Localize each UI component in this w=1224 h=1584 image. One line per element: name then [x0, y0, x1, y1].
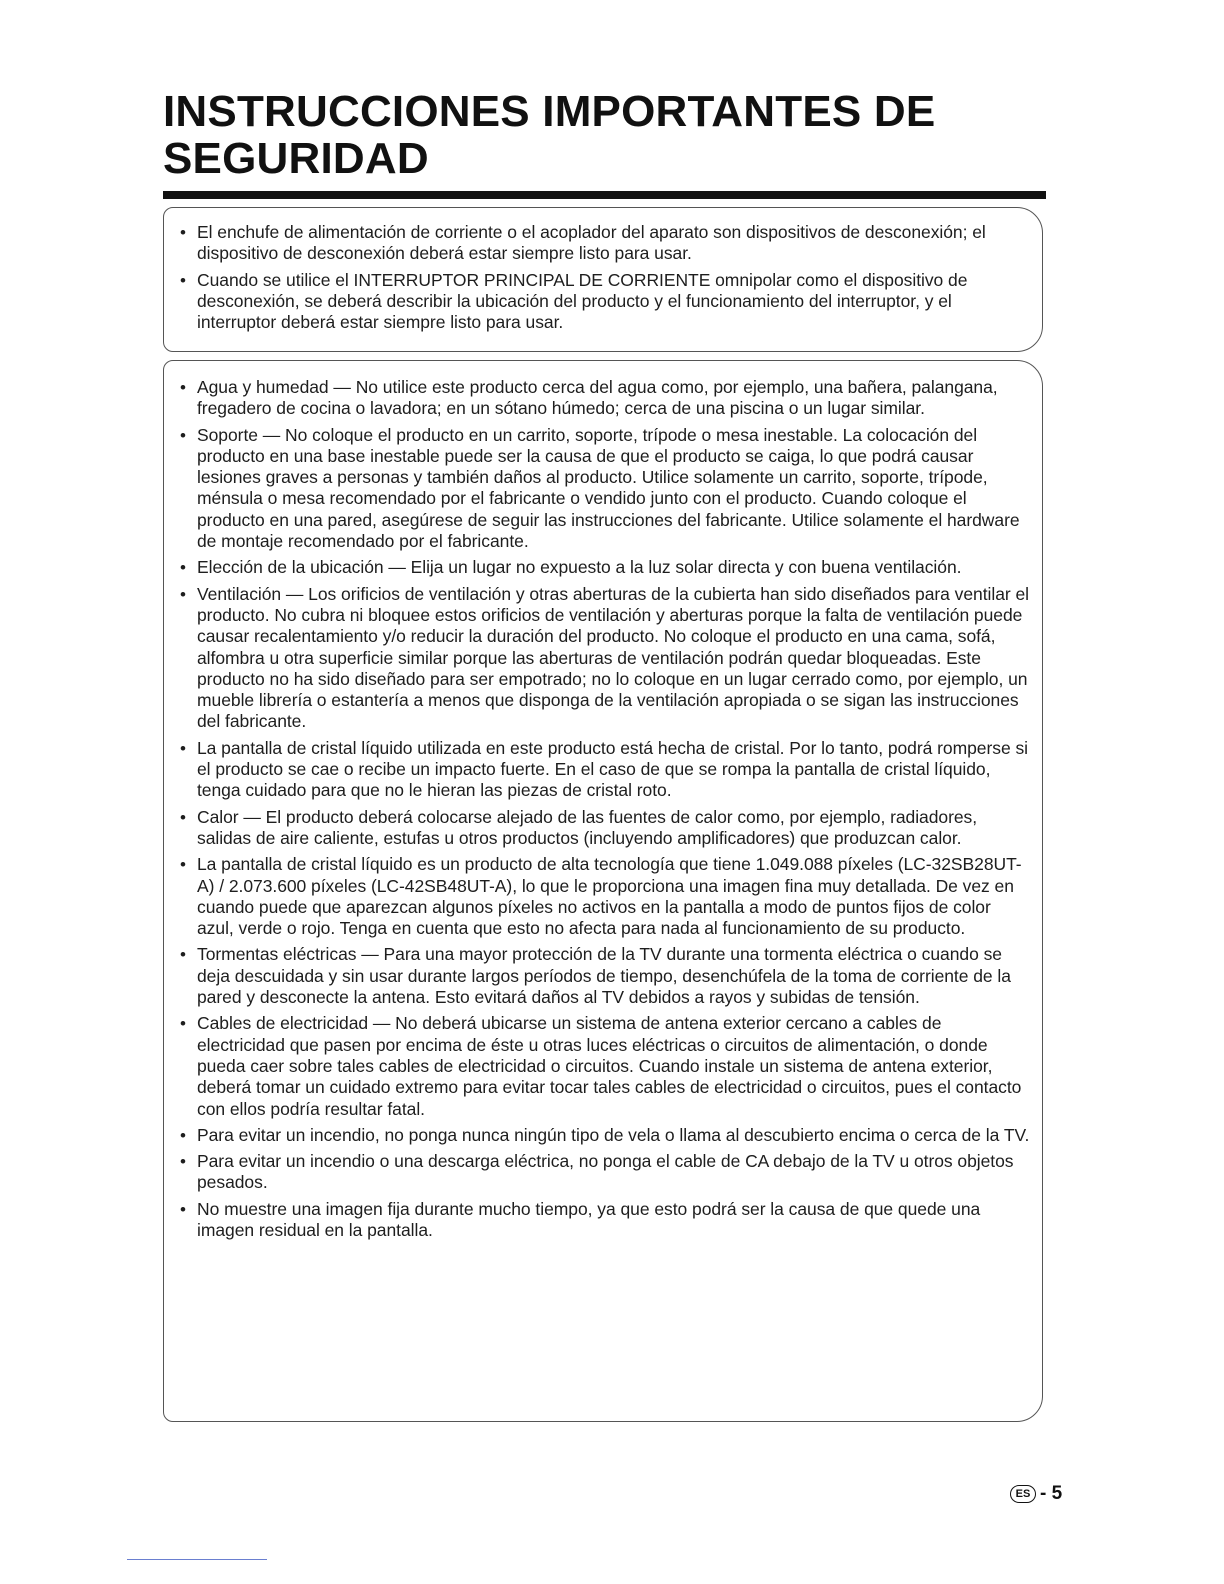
list-item: • La pantalla de cristal líquido utilizada en este producto está hecha de cristal. Por lo tanto, podrá romperse si el producto se cae o recibe un impacto fuerte. En el caso de que se rompa la pantalla de cristal líquido, tenga cuidado para que no le hieran las piezas de cristal roto. — [180, 738, 1032, 802]
safety-box-disconnect — [163, 207, 1043, 352]
list-item: • Soporte — No coloque el producto en un carrito, soporte, trípode o mesa inestable. La colocación del producto en una base inestable puede ser la causa de que el producto se caiga, lo que podrá causar lesiones graves a personas y también daños al producto. Utilice solamente un carrito, soporte, trípode, ménsula o mesa recomendado por el fabricante o vendido junto con el producto. Cuando coloque el producto en una pared, asegúrese de seguir las instrucciones del fabricante. Utilice solamente el hardware de montaje recomendado por el fabricante. — [180, 425, 1032, 553]
list-item: • Tormentas eléctricas — Para una mayor protección de la TV durante una tormenta eléctrica o cuando se deja descuidada y sin usar durante largos períodos de tiempo, desenchúfela de la toma de corriente de la pared y desconecte la antena. Esto evitará daños al TV debidos a rayos y subidas de tensión. — [180, 944, 1032, 1008]
safety-box-general — [163, 360, 1043, 1422]
list-item: • Para evitar un incendio, no ponga nunca ningún tipo de vela o llama al descubierto encima o cerca de la TV. — [180, 1125, 1032, 1146]
list-item: • Calor — El producto deberá colocarse alejado de las fuentes de calor como, por ejemplo, radiadores, salidas de aire caliente, estufas u otros productos (incluyendo amplificadores) que produzcan calor. — [180, 807, 1032, 850]
list-item: • Cuando se utilice el INTERRUPTOR PRINCIPAL DE CORRIENTE omnipolar como el dispositivo de desconexión, se deberá describir la ubicación del producto y el funcionamiento del interruptor, y el interruptor deberá estar siempre listo para usar. — [180, 270, 1028, 334]
list-item: • Ventilación — Los orificios de ventilación y otras aberturas de la cubierta han sido diseñados para ventilar el producto. No cubra ni bloquee estos orificios de ventilación y aberturas porque la falta de ventilación puede causar recalentamiento y/o reducir la duración del producto. No coloque el producto en una cama, sofá, alfombra u otra superficie similar porque las aberturas de ventilación podrán quedar bloqueadas. Este producto no ha sido diseñado para ser empotrado; no lo coloque en un lugar cerrado como, por ejemplo, un mueble librería o estantería a menos que disponga de la ventilación apropiada o se sigan las instrucciones del fabricante. — [180, 584, 1032, 733]
footer-divider — [127, 1559, 267, 1560]
list-item: • El enchufe de alimentación de corriente o el acoplador del aparato son dispositivos de desconexión; el dispositivo de desconexión deberá estar siempre listo para usar. — [180, 222, 1028, 265]
bullet-list — [164, 361, 1042, 1241]
list-item: • Cables de electricidad — No deberá ubicarse un sistema de antena exterior cercano a cables de electricidad que pasen por encima de éste u otras luces eléctricas o circuitos de alimentación, o donde pueda caer sobre tales cables de electricidad o circuitos. Cuando instale un sistema de antena exterior, deberá tomar un cuidado extremo para evitar tocar tales cables de electricidad o circuitos, pues el contacto con ellos podría resultar fatal. — [180, 1013, 1032, 1119]
title-divider — [163, 191, 1046, 199]
list-item: • Para evitar un incendio o una descarga eléctrica, no ponga el cable de CA debajo de la TV u otros objetos pesados. — [180, 1151, 1032, 1194]
list-item: • Elección de la ubicación — Elija un lugar no expuesto a la luz solar directa y con buena ventilación. — [180, 557, 1032, 578]
page-number-text: - 5 — [1040, 1483, 1063, 1504]
list-item: • La pantalla de cristal líquido es un producto de alta tecnología que tiene 1.049.088 píxeles (LC-32SB28UT-A) / 2.073.600 píxeles (LC-42SB48UT-A), lo que le proporciona una imagen fina muy detallada. De vez en cuando puede que aparezcan algunos píxeles no activos en la pantalla a modo de puntos fijos de color azul, verde o rojo. Tenga en cuenta que esto no afecta para nada al funcionamiento de su producto. — [180, 854, 1032, 939]
bullet-list — [164, 208, 1042, 333]
language-badge-icon: ES — [1010, 1485, 1036, 1503]
list-item: • Agua y humedad — No utilice este producto cerca del agua como, por ejemplo, una bañera, palangana, fregadero de cocina o lavadora; en un sótano húmedo; cerca de una piscina o un lugar similar. — [180, 377, 1032, 420]
page-title: INSTRUCCIONES IMPORTANTES DE SEGURIDAD — [163, 87, 936, 183]
list-item: • No muestre una imagen fija durante mucho tiempo, ya que esto podrá ser la causa de que quede una imagen residual en la pantalla. — [180, 1199, 1032, 1242]
page-number — [1010, 1483, 1062, 1505]
